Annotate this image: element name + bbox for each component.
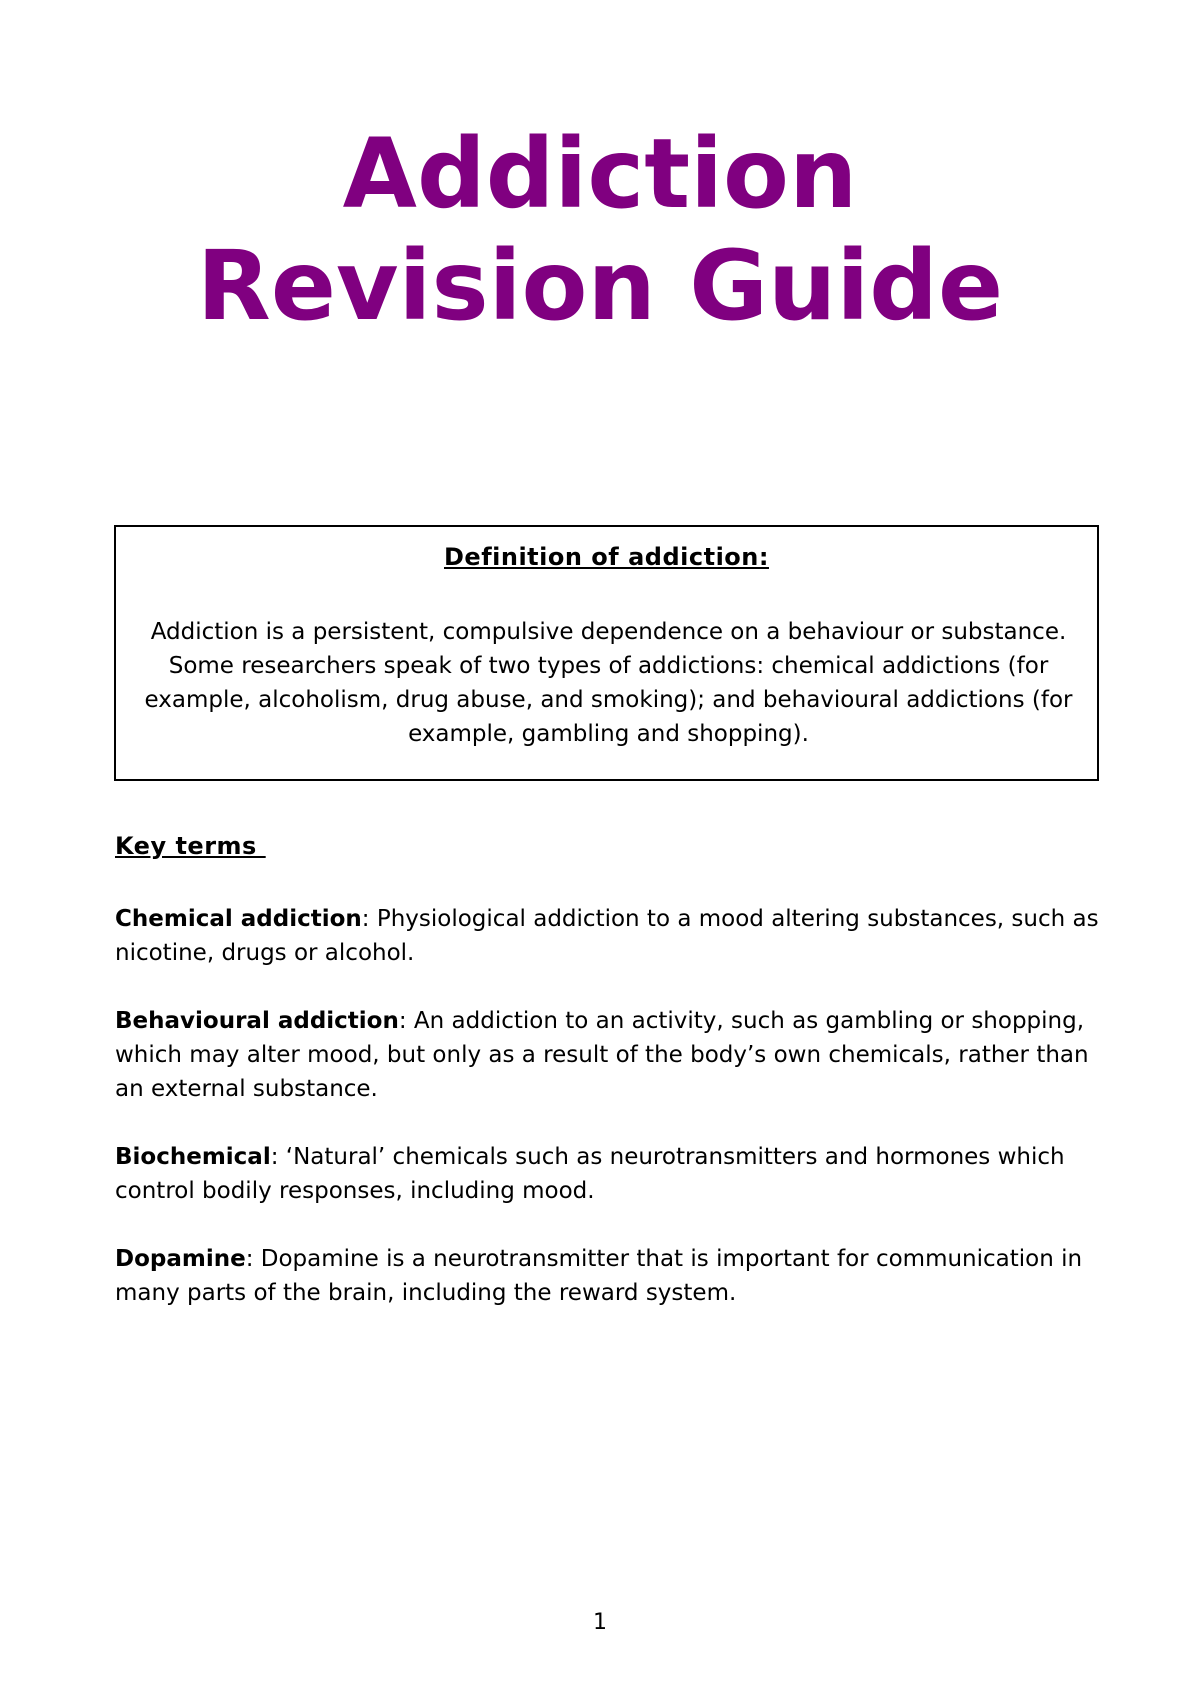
term-definition: Dopamine is a neurotransmitter that is important for communication in many parts of the brain, including the reward system.	[115, 1246, 1083, 1306]
title-line-1: Addiction	[342, 118, 858, 230]
term-name: Dopamine	[115, 1246, 246, 1272]
page-number: 1	[593, 1610, 607, 1635]
term-definition: An addiction to an activity, such as gambling or shopping, which may alter mood, but only as a result of the body’s own chemicals, rather than an external substance.	[115, 1008, 1089, 1102]
term-name: Biochemical	[115, 1144, 271, 1170]
term-dopamine	[115, 1242, 1100, 1310]
term-separator: :	[361, 906, 377, 932]
definition-heading: Definition of addiction:	[444, 543, 769, 571]
document-title	[0, 118, 1200, 342]
key-terms-heading: Key terms	[115, 832, 266, 860]
definition-body: Addiction is a persistent, compulsive dependence on a behaviour or substance. Some researchers speak of two types of addictions: chemical addictions (for example, alcoholism, drug abuse, and smoking); and behavioural addictions (for example, gambling and shopping).	[144, 619, 1073, 747]
term-behavioural-addiction	[115, 1004, 1100, 1106]
term-name: Chemical addiction	[115, 906, 362, 932]
term-biochemical	[115, 1140, 1100, 1208]
title-line-2: Revision Guide	[196, 230, 1004, 342]
definition-box	[114, 525, 1099, 781]
term-separator: :	[398, 1008, 414, 1034]
term-separator: :	[270, 1144, 286, 1170]
term-definition: Physiological addiction to a mood altering substances, such as nicotine, drugs or alcohol.	[115, 906, 1099, 966]
term-name: Behavioural addiction	[115, 1008, 399, 1034]
term-definition: ‘Natural’ chemicals such as neurotransmitters and hormones which control bodily responses, including mood.	[115, 1144, 1065, 1204]
term-chemical-addiction	[115, 902, 1100, 970]
term-separator: :	[245, 1246, 261, 1272]
